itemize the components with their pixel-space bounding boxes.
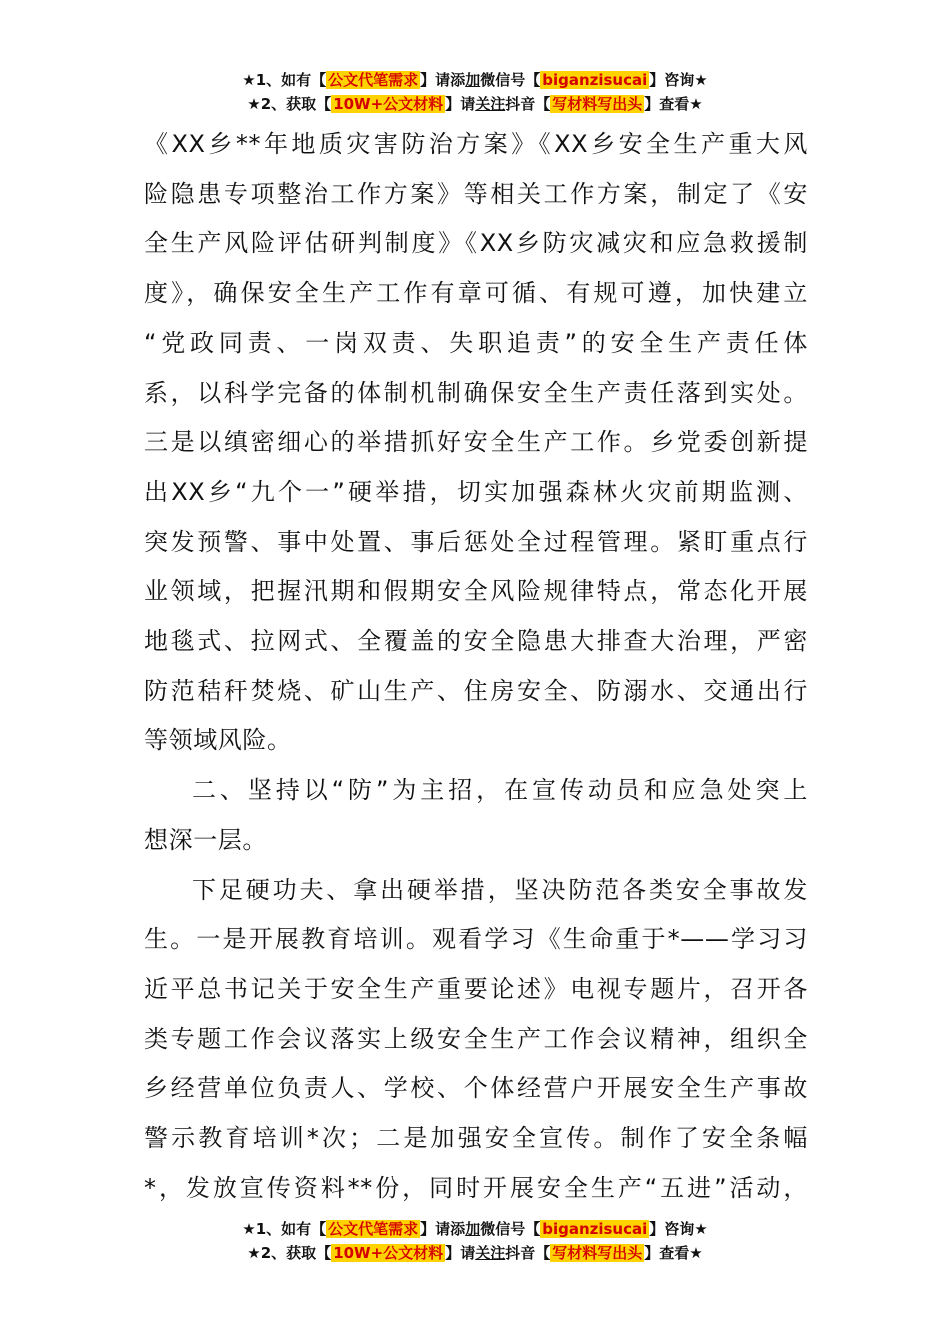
notice-text: 】请 [445,1244,476,1262]
body-line: *，发放宣传资料**份，同时开展安全生产“五进”活动， [144,1173,808,1202]
body-line: 度》，确保安全生产工作有章可循、有规可遵，加快建立 [144,279,808,308]
body-line: 防范秸秆焚烧、矿山生产、住房安全、防溺水、交通出行 [144,676,808,705]
document-body [144,120,808,1213]
underlined-text: 关注 [475,95,506,113]
underlined-text: 加 [465,71,481,89]
body-line: 乡经营单位负责人、学校、个体经营户开展安全生产事故 [144,1074,808,1103]
highlight-materials: 10W+公文材料 [333,95,444,113]
highlight-service: 公文代笔需求 [328,71,419,89]
notice-text: ★1、如有【 [242,71,327,89]
body-line: 出XX乡“九个一”硬举措，切实加强森林火灾前期监测、 [144,477,808,506]
body-line: 全生产风险评估研判制度》《XX乡防灾减灾和应急救援制 [144,229,808,258]
notice-line-2 [0,1241,950,1265]
body-line: 三是以缜密细心的举措抓好安全生产工作。乡党委创新提 [144,428,808,457]
highlight-douyin-account: 写材料写出头 [552,1244,643,1262]
body-line: 下足硬功夫、拿出硬举措，坚决防范各类安全事故发 [192,875,808,904]
highlight-materials: 10W+公文材料 [333,1244,444,1262]
body-line: 《XX乡**年地质灾害防治方案》《XX乡安全生产重大风 [144,130,808,158]
notice-line-2 [0,92,950,116]
notice-text: 微信号【 [480,1220,541,1238]
body-line: 地毯式、拉网式、全覆盖的安全隐患大排查大治理，严密 [144,627,808,656]
body-line: 近平总书记关于安全生产重要论述》电视专题片，召开各 [144,974,808,1003]
notice-text: 微信号【 [480,71,541,89]
highlight-service: 公文代笔需求 [328,1220,419,1238]
notice-text: ★2、获取【 [247,95,332,113]
notice-text: 】咨询★ [649,1220,708,1238]
body-line: 警示教育培训*次；二是加强安全宣传。制作了安全条幅 [144,1124,808,1153]
notice-text: ★2、获取【 [247,1244,332,1262]
notice-text: 抖音【 [505,1244,551,1262]
footer-notice [0,1217,950,1265]
notice-line-1 [0,1217,950,1241]
highlight-wechat-id: biganzisucai [542,71,648,89]
notice-text: ★1、如有【 [242,1220,327,1238]
body-line: 业领域，把握汛期和假期安全风险规律特点，常态化开展 [144,577,808,606]
body-line: 等领域风险。 [144,726,292,755]
notice-text: 】查看★ [644,1244,703,1262]
highlight-douyin-account: 写材料写出头 [552,95,643,113]
body-line: 类专题工作会议落实上级安全生产工作会议精神，组织全 [144,1024,808,1053]
underlined-text: 加 [465,1220,481,1238]
body-line: 生。一是开展教育培训。观看学习《生命重于*——学习习 [144,925,808,954]
notice-text: 】请添 [420,71,466,89]
notice-text: 】咨询★ [649,71,708,89]
notice-text: 】请 [445,95,476,113]
underlined-text: 关注 [475,1244,506,1262]
notice-line-1 [0,68,950,92]
notice-text: 】请添 [420,1220,466,1238]
notice-text: 】查看★ [644,95,703,113]
body-line: 险隐患专项整治工作方案》等相关工作方案，制定了《安 [144,179,808,208]
body-line: 突发预警、事中处置、事后惩处全过程管理。紧盯重点行 [144,527,808,556]
body-line: “党政同责、一岗双责、失职追责”的安全生产责任体 [144,328,808,357]
header-notice [0,68,950,116]
highlight-wechat-id: biganzisucai [542,1220,648,1238]
section-heading-line: 二、坚持以“防”为主招，在宣传动员和应急处突上 [192,776,808,805]
section-heading-line: 想深一层。 [144,825,267,854]
body-line: 系，以科学完备的体制机制确保安全生产责任落到实处。 [144,378,808,407]
notice-text: 抖音【 [505,95,551,113]
